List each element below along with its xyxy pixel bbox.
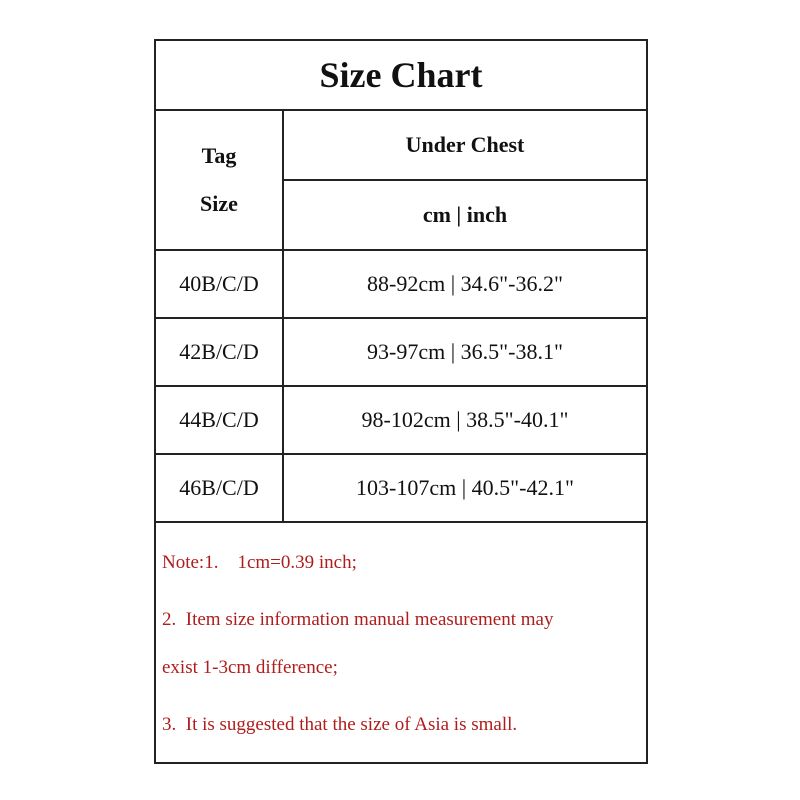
tag-size-cell: 44B/C/D: [156, 387, 284, 453]
tag-size-cell: 46B/C/D: [156, 455, 284, 521]
tag-size-cell: 40B/C/D: [156, 251, 284, 317]
note-line-3: exist 1-3cm difference;: [162, 657, 338, 678]
tag-size-header: [156, 111, 284, 251]
table-row: [156, 455, 646, 523]
under-chest-cell: 93-97cm | 36.5"-38.1": [367, 339, 563, 364]
size-chart-table: [154, 39, 648, 764]
table-row: [156, 387, 646, 455]
tag-size-header-line2: Size: [200, 191, 238, 216]
tag-size-cell: 42B/C/D: [156, 319, 284, 385]
chart-title: Size Chart: [156, 41, 646, 111]
note-line-4: 3. It is suggested that the size of Asia is small.: [162, 714, 518, 735]
under-chest-cell: 88-92cm | 34.6"-36.2": [367, 271, 563, 296]
units-header: cm | inch: [284, 181, 646, 251]
table-row: [156, 251, 646, 319]
under-chest-cell: 103-107cm | 40.5"-42.1": [356, 475, 574, 500]
tag-size-header-line1: Tag: [201, 143, 237, 168]
note-line-2: 2. Item size information manual measurement may: [162, 609, 554, 630]
note-line-1: Note:1. 1cm=0.39 inch;: [162, 552, 357, 573]
table-row: [156, 319, 646, 387]
under-chest-cell: 98-102cm | 38.5"-40.1": [361, 407, 569, 432]
under-chest-header: Under Chest: [284, 111, 646, 181]
